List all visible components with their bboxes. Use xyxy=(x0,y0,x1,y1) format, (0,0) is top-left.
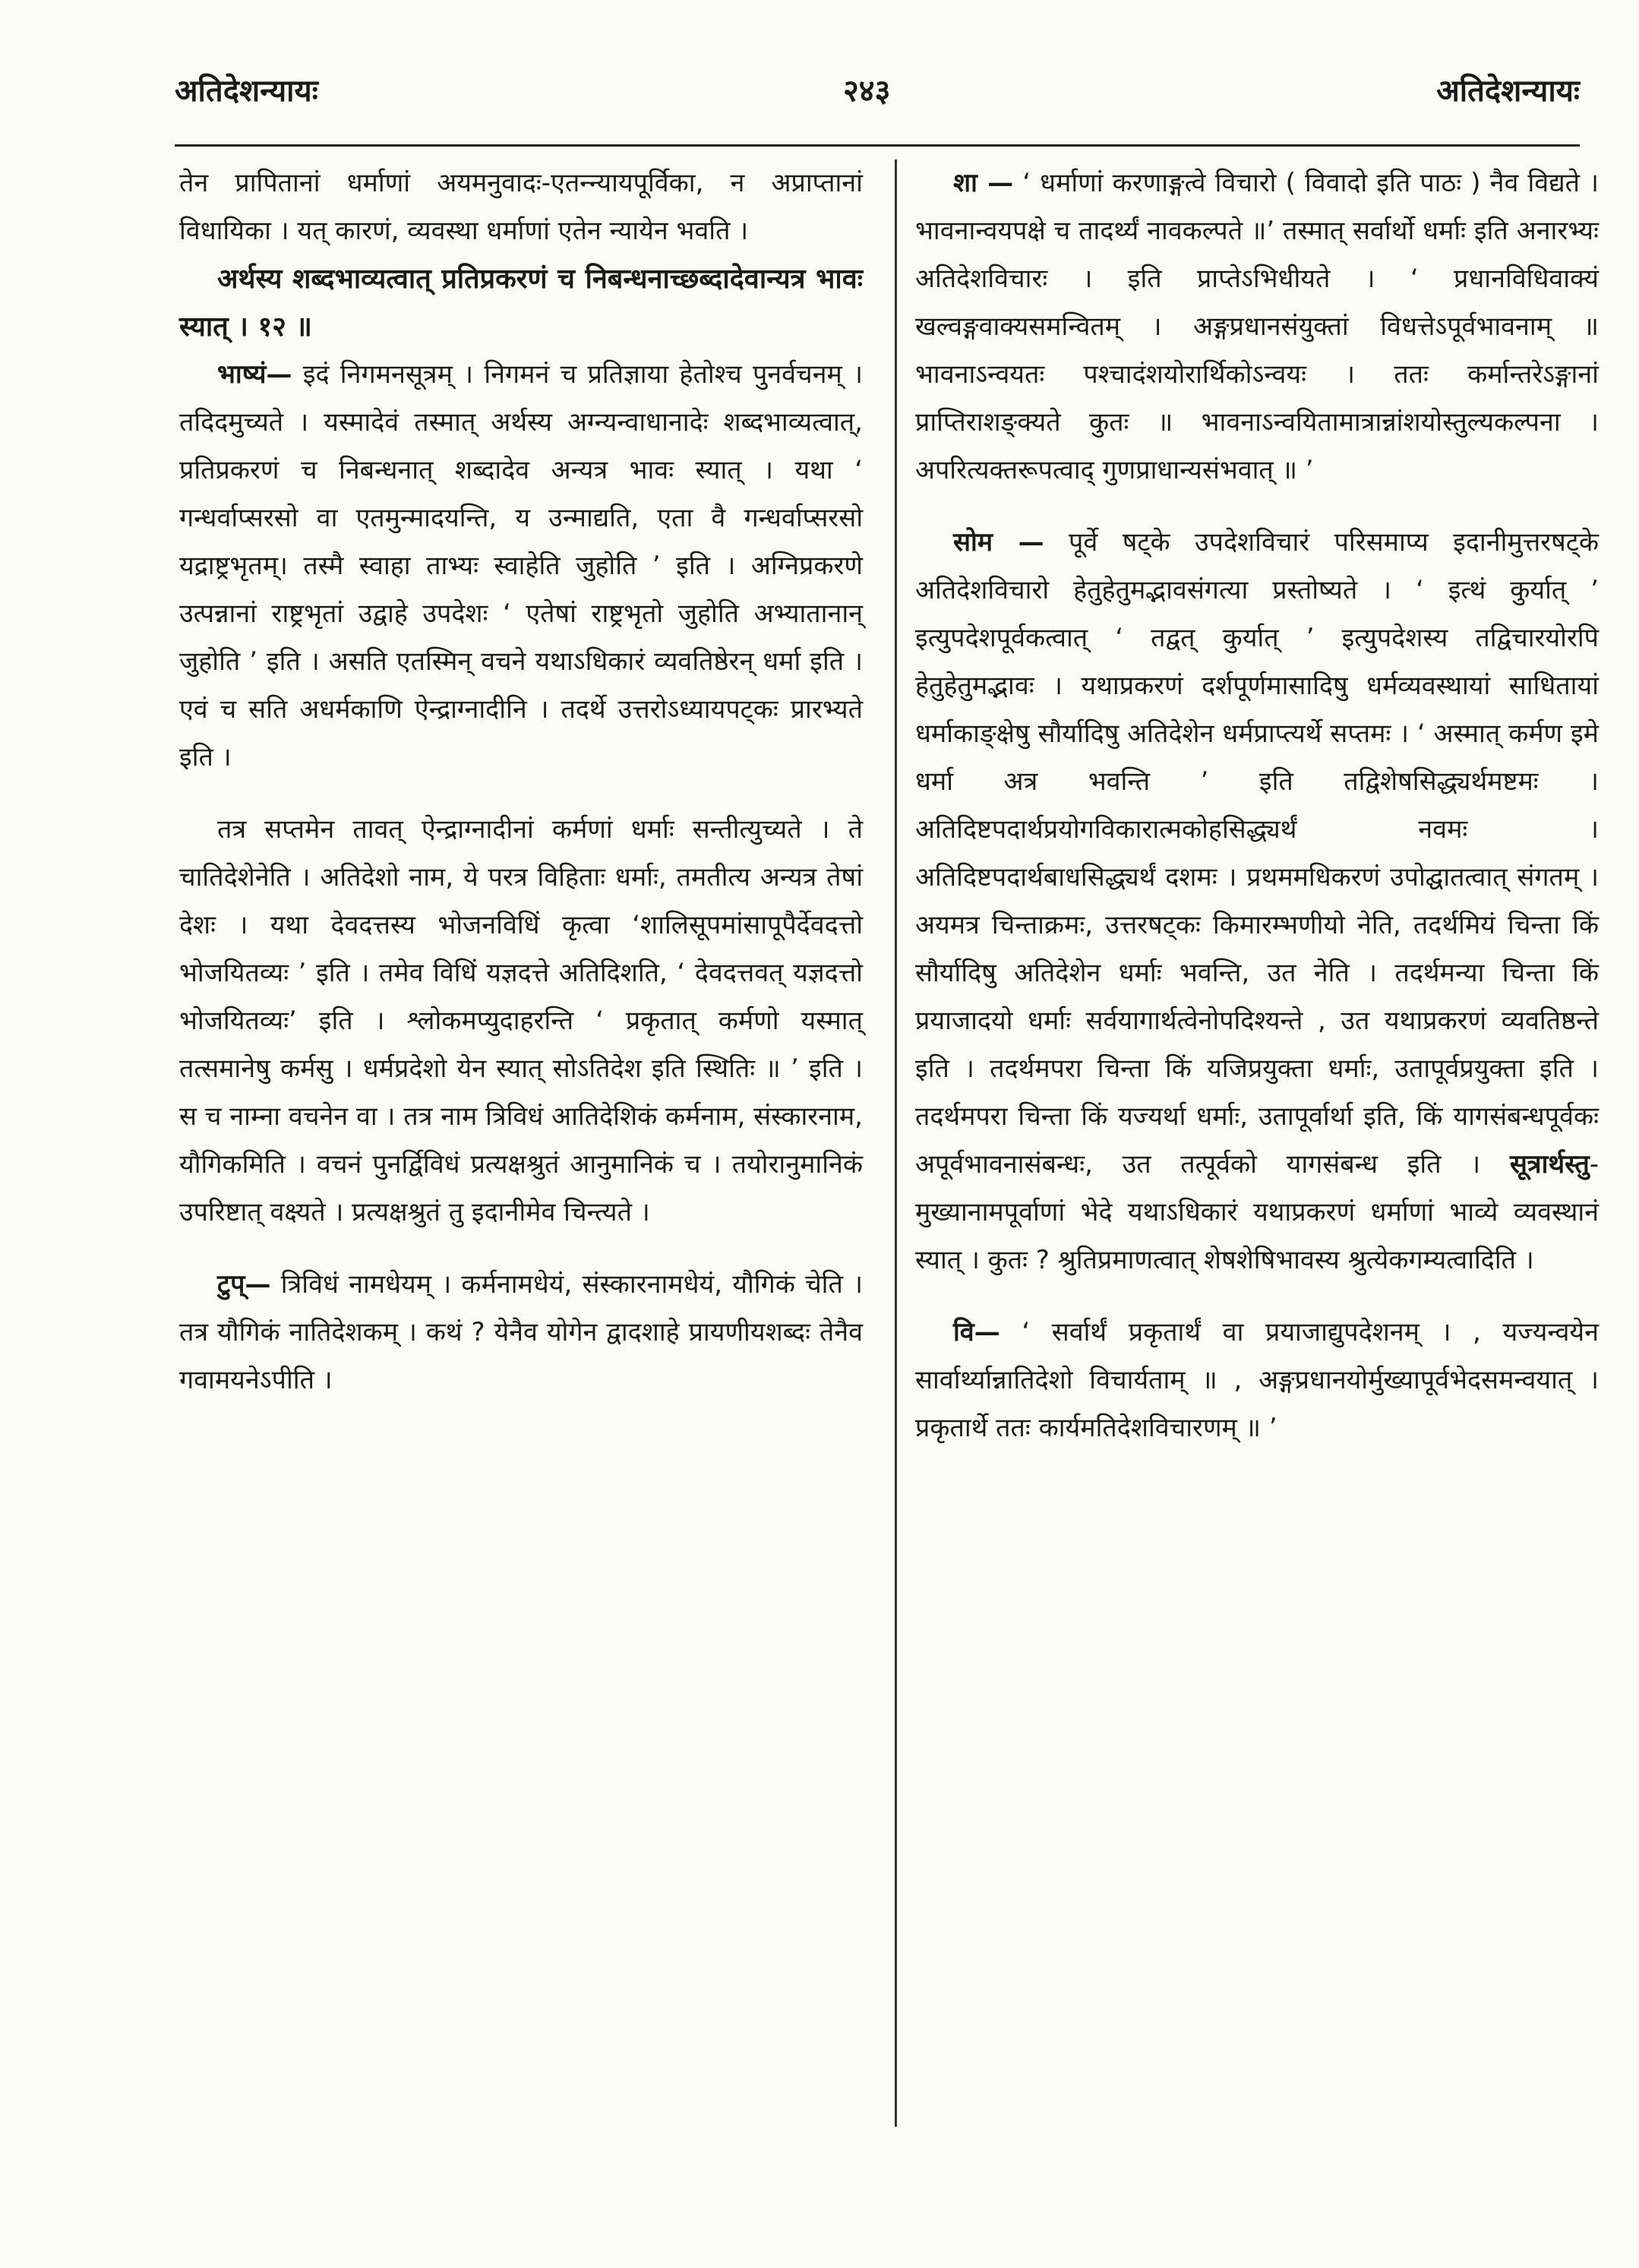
page-header xyxy=(175,68,1580,122)
soma-label: सोम — xyxy=(953,527,1044,558)
page-number: २४३ xyxy=(843,74,891,109)
header-rule xyxy=(175,144,1580,147)
tup-paragraph xyxy=(179,1261,863,1404)
left-paragraph-3: तत्र सप्तमेन तावत् ऐन्द्राग्नादीनां कर्मणां धर्माः सन्तीत्युच्यते । ते चातिदेशेनेति । अतिदेशो नाम, ये परत्र विहिताः धर्माः, तमतीत्य अन्यत्र तेषां देशः । यथा देवदत्तस्य भोजनविधिं कृत्वा ‘शालिसूपमांसापूपैर्देवदत्तो भोजयितव्यः ’ इति । तमेव विधिं यज्ञदत्ते अतिदिशति, ‘ देवदत्तवत् यज्ञदत्तो भोजयितव्यः’ इति । श्लोकमप्युदाहरन्ति ‘ प्रकृतात् कर्मणो यस्मात् तत्समानेषु कर्मसु । धर्मप्रदेशो येन स्यात् सोऽतिदेश इति स्थितिः ॥ ’ इति । स च नाम्ना वचनेन वा । तत्र नाम त्रिविधं आतिदेशिकं कर्मनाम, संस्कारनाम, यौगिकमिति । वचनं पुनर्द्विविधं प्रत्यक्षश्रुतं आनुमानिकं च । तयोरानुमानिकं उपरिष्टात् वक्ष्यते । प्रत्यक्षश्रुतं तु इदानीमेव चिन्त्यते । xyxy=(179,814,864,1227)
tup-label: टुप्— xyxy=(217,1269,271,1300)
header-right-title: अतिदेशन्यायः xyxy=(1436,74,1580,109)
sha-text: ‘ धर्माणां करणाङ्गत्वे विचारो ( विवादो इति पाठः ) नैव विद्यते । भावनान्वयपक्षे च तादर्थ्यं नावकल्पते ॥’ तस्मात् सर्वार्थो धर्माः इति अनारभ्यः अतिदेशविचारः । इति प्राप्तेऽभिधीयते । ‘ प्रधानविधिवाक्यं खल्वङ्गवाक्यसमन्वितम् । अङ्गप्रधानसंयुक्तां विधत्तेऽपूर्वभावनाम् ॥ भावनाऽन्वयतः पश्चादंशयोरार्थिकोऽन्वयः । ततः कर्मान्तरेऽङ्गानां प्राप्तिराशङ्क्यते कुतः ॥ भावनाऽन्वयितामात्रान्नांशयोस्तुल्यकल्पना । अपरित्यक्तरूपत्वाद् गुणप्राधान्यसंभवात् ॥ ’ xyxy=(915,168,1599,485)
soma-paragraph xyxy=(915,519,1599,1284)
tup-text: त्रिविधं नामधेयम् । कर्मनामधेयं, संस्कारनामधेयं, यौगिकं चेति । तत्र यौगिकं नातिदेशकम् । कथं ? येनैव योगेन द्वादशाहे प्रायणीयशब्दः तेनैव गवामयनेऽपीति । xyxy=(179,1269,863,1395)
column-divider xyxy=(895,160,897,2127)
sutrartha-label: सूत्रार्थस्तु xyxy=(1509,1149,1590,1180)
soma-text: पूर्वे षट्के उपदेशविचारं परिसमाप्य इदानीमुत्तरषट्के अतिदेशविचारो हेतुहेतुमद्भावसंगत्या प्रस्तोष्यते । ‘ इत्थं कुर्यात् ’ इत्युपदेशपूर्वकत्वात् ‘ तद्वत् कुर्यात् ’ इत्युपदेशस्य तद्विचारयोरपि हेतुहेतुमद्भावः । यथाप्रकरणं दर्शपूर्णमासादिषु धर्मव्यवस्थायां साधितायां धर्माकाङ्क्षेषु सौर्यादिषु अतिदेशेन धर्मप्राप्त्यर्थे सप्तमः । ‘ अस्मात् कर्मण इमे धर्मा अत्र भवन्ति ’ इति तद्विशेषसिद्ध्यर्थमष्टमः । अतिदिष्टपदार्थप्रयोगविकारात्मकोहसिद्ध्यर्थं नवमः । अतिदिष्टपदार्थबाधसिद्ध्यर्थं दशमः । प्रथममधिकरणं उपोद्घातत्वात् संगतम् । अयमत्र चिन्ताक्रमः, उत्तरषट्कः किमारम्भणीयो नेति, तदर्थमियं चिन्ता किं सौर्यादिषु अतिदेशेन धर्माः भवन्ति, उत नेति । तदर्थमन्या चिन्ता किं प्रयाजादयो धर्माः सर्वयागार्थत्वेनोपदिश्यन्ते , उत यथाप्रकरणं व्यवतिष्ठन्ते इति । तदर्थमपरा चिन्ता किं यजिप्रयुक्ता धर्माः, उतापूर्वप्रयुक्ता इति । तदर्थमपरा चिन्ता किं यज्यर्था धर्माः, उतापूर्वार्था इति, किं यागसंबन्धपूर्वकः अपूर्वभावनासंबन्धः, उत तत्पूर्वको यागसंबन्ध इति । xyxy=(915,527,1600,1180)
sha-paragraph xyxy=(915,160,1599,494)
bhashya-label: भाष्यं— xyxy=(217,359,292,390)
bhashya-paragraph xyxy=(179,351,863,782)
header-left-title: अतिदेशन्यायः xyxy=(175,74,318,109)
vi-label: वि— xyxy=(953,1317,1000,1347)
sutrartha-text: -मुख्यानामपूर्वाणां भेदे यथाऽधिकारं यथाप्रकरणं धर्माणां भाव्ये व्यवस्थानं स्यात् । कुतः ? श्रुतिप्रमाणत्वात् शेषशेषिभावस्य श्रुत्येकगम्यत्वादिति । xyxy=(915,1149,1599,1275)
bhashya-text: इदं निगमनसूत्रम् । निगमनं च प्रतिज्ञाया हेतोश्च पुनर्वचनम् । तदिदमुच्यते । यस्मादेवं तस्मात् अर्थस्य अग्न्यन्वाधानादेः शब्दभाव्यत्वात्, प्रतिप्रकरणं च निबन्धनात् शब्दादेव अन्यत्र भावः स्यात् । यथा ‘ गन्धर्वाप्सरसो वा एतमुन्मादयन्ति, य उन्माद्यति, एता वै गन्धर्वाप्सरसो यद्राष्ट्रभृतम्। तस्मै स्वाहा ताभ्यः स्वाहेति जुहोति ’ इति । अग्निप्रकरणे उत्पन्नानां राष्ट्रभृतां उद्वाहे उपदेशः ‘ एतेषां राष्ट्रभृतो जुहोति अभ्यातानान् जुहोति ’ इति । असति एतस्मिन् वचने यथाऽधिकारं व्यवतिष्ठेरन् धर्मा इति । एवं च सति अधर्मकाणि ऐन्द्राग्नादीनि । तदर्थे उत्तरोऽध्यायपट्कः प्रारभ्यते इति । xyxy=(179,359,863,772)
sha-label: शा — xyxy=(953,168,1014,198)
vi-paragraph xyxy=(915,1309,1599,1452)
sutra-12: अर्थस्य शब्दभाव्यत्वात् प्रतिप्रकरणं च निबन्धनाच्छब्दादेवान्यत्र भावः स्यात् । १२ ॥ xyxy=(179,264,863,343)
right-column xyxy=(915,160,1599,1452)
left-column xyxy=(179,160,863,1404)
left-paragraph-1: तेन प्रापितानां धर्माणां अयमनुवादः-एतन्न्यायपूर्विका, न अप्राप्तानां विधायिका । यत् कारणं, व्यवस्था धर्माणां एतेन न्यायेन भवति । xyxy=(179,168,863,246)
vi-text: ‘ सर्वार्थं प्रकृतार्थं वा प्रयाजाद्युपदेशनम् । , यज्यन्वयेन सार्वार्थ्यान्नातिदेशो विचार्यताम् ॥ , अङ्गप्रधानयोर्मुख्यापूर्वभेदसमन्वयात् । प्रकृतार्थे ततः कार्यमतिदेशविचारणम् ॥ ’ xyxy=(915,1317,1599,1443)
